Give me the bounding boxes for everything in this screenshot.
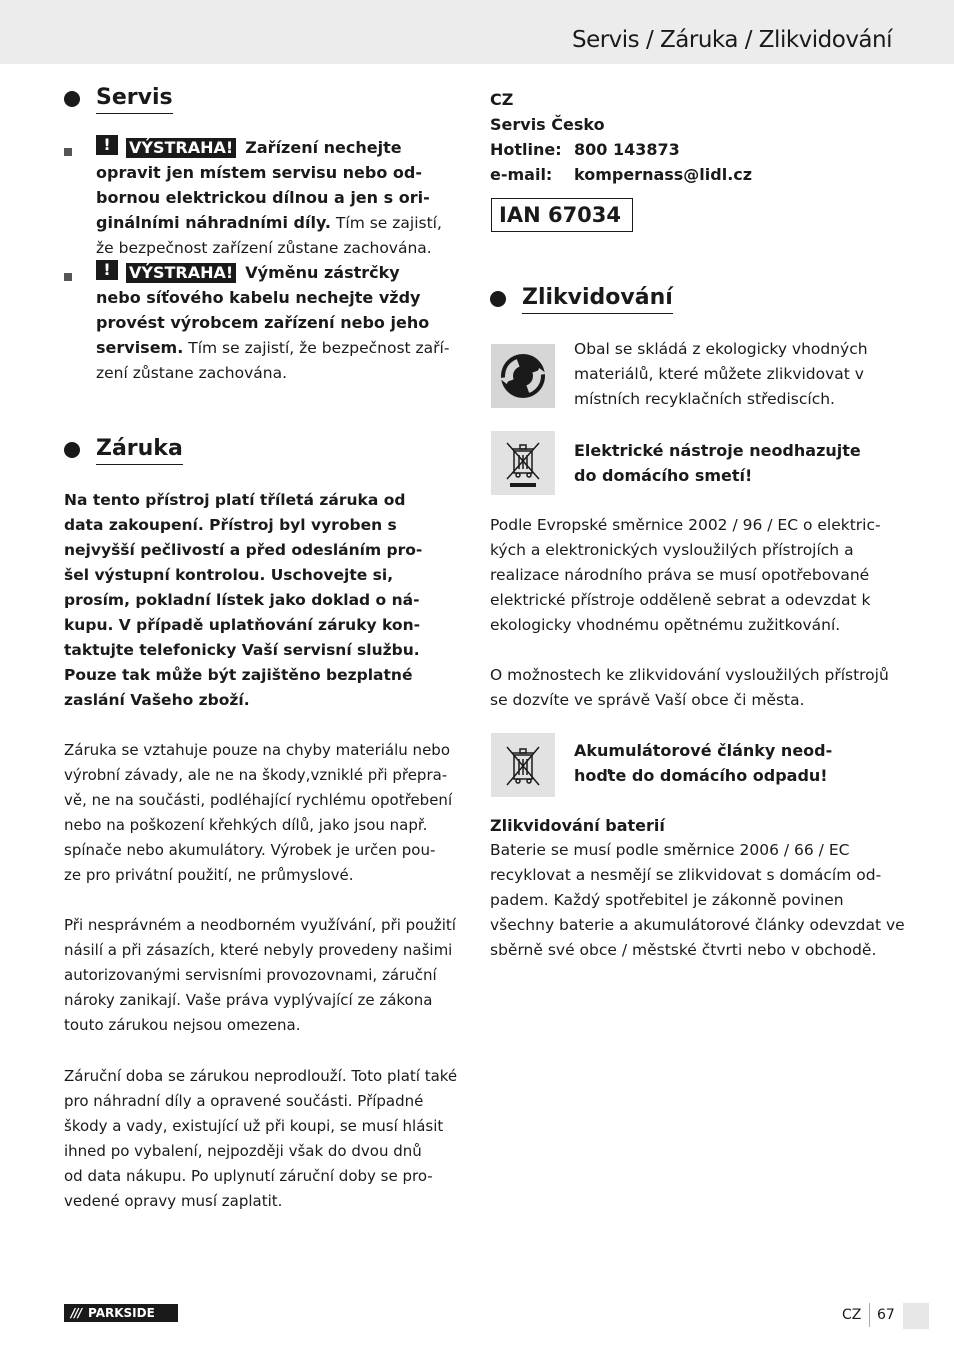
- warning-label: VÝSTRAHA!: [126, 263, 236, 283]
- contact-service-name: Servis Česko: [490, 115, 605, 134]
- warranty-paragraph-2: Záruka se vztahuje pouze na chyby materiálu nebo výrobní závady, ale ne na škody,vzniklé při přepra- vě, ne na součásti, podléhající rychlému opotřebení nebo na poškození křehkých dílů, jako jsou např. spínače nebo akumulátory. Výrobek je určen pou- ze pro privátní použití, ne průmyslové.: [64, 741, 453, 884]
- warranty-paragraph-4: Záruční doba se zárukou neprodlouží. Toto platí také pro náhradní díly a opravené součásti. Případné škody a vady, existující už při koupi, se musí hlásit ihned po vybalení, nejpozději však do dvou dnů od data nákupu. Po uplynutí záruční doby se pro- vedené opravy musí zaplatit.: [64, 1067, 458, 1210]
- warning-label: VÝSTRAHA!: [126, 138, 236, 158]
- square-bullet-icon: [64, 148, 72, 156]
- warranty-bold-paragraph: Na tento přístroj platí tříletá záruka od data zakoupení. Přístroj byl vyroben s nejvyšší pečlivostí a před odesláním pro- šel výstupní kontrolou. Uschovejte si, prosím, pokladní lístek jako doklad o ná- kupu. V případě uplatňování záruky kon- taktujte telefonicky Vaší servisní službu. Pouze tak může být zajištěno bezplatné zaslání Vašeho zboží.: [64, 491, 423, 709]
- section-heading-zlikvidovani: Zlikvidování: [490, 284, 673, 314]
- page-title: Servis / Záruka / Zlikvidování: [571, 27, 892, 53]
- battery-text: Baterie se musí podle směrnice 2006 / 66 / EC recyklovat a nesmějí se zlikvidovat s domácím od- padem. Každý spotřebitel je zákonně povinen všechny baterie a akumulátorové články odevzdat ve sběrně své obce / městské čtvrti nebo v obchodě.: [490, 841, 905, 959]
- parkside-logo: /// PARKSIDE: [64, 1304, 178, 1322]
- page-header: [0, 0, 954, 64]
- crossed-out-bin-icon: [491, 431, 555, 495]
- disposal-options-text: O možnostech ke zlikvidování vysloužilých přístrojů se dozvíte ve správě Vaší obce či města.: [490, 666, 889, 709]
- hotline-value: 800 143873: [574, 140, 680, 159]
- bullet-dot-icon: [64, 91, 80, 107]
- email-label: e-mail:: [490, 165, 553, 184]
- hotline-label: Hotline:: [490, 140, 562, 159]
- service-contact: [490, 87, 892, 187]
- crossed-out-bin-icon: [491, 733, 555, 797]
- green-dot-recycling-icon: [491, 344, 555, 408]
- battery-heading: Zlikvidování baterií: [490, 816, 665, 835]
- section-heading-zaruka: Záruka: [64, 435, 183, 465]
- packaging-text: Obal se skládá z ekologicky vhodných materiálů, které můžete zlikvidovat v místních recyklačních střediscích.: [574, 340, 868, 408]
- section-heading-servis: Servis: [64, 84, 173, 114]
- footer-divider: [869, 1303, 870, 1327]
- weee-warning-text: Elektrické nástroje neodhazujte do domácího smetí!: [574, 441, 861, 485]
- footer-language: CZ: [842, 1307, 862, 1323]
- warning-triangle-icon: !: [96, 135, 118, 155]
- square-bullet-icon: [64, 273, 72, 281]
- email-value: kompernass@lidl.cz: [574, 165, 753, 184]
- warning-item-2: ! VÝSTRAHA! Výměnu zástrčky nebo síťového kabelu nechejte vždy provést výrobcem zařízení nebo jeho servisem. Tím se zajistí, že bezpečnost zaří- zení zůstane zachována.: [96, 260, 450, 382]
- warning-item-1: ! VÝSTRAHA! Zařízení nechejte opravit jen místem servisu nebo od- bornou elektrickou dílnou a jen s ori- ginálními náhradními díly. Tím se zajistí, že bezpečnost zařízení zůstane zachována.: [96, 135, 442, 257]
- bullet-dot-icon: [64, 442, 80, 458]
- ian-box: IAN 67034: [491, 198, 633, 232]
- warning-triangle-icon: !: [96, 260, 118, 280]
- warranty-paragraph-3: Při nesprávném a neodborném využívání, při použití násilí a při zásazích, které nebyly provedeny našimi autorizovanými servisními provozovnami, záruční nároky zanikají. Vaše práva vyplývající ze zákona touto zárukou nejsou omezena.: [64, 916, 456, 1034]
- directive-text: Podle Evropské směrnice 2002 / 96 / EC o elektric- kých a elektronických vysloužilých přístrojích a realizace národního práva se musí opotřebované elektrické přístroje odděleně sebrat a odevzdat k ekologicky vhodnému opětnému zužitkování.: [490, 516, 881, 634]
- contact-country: CZ: [490, 90, 514, 109]
- footer-tab-block: [903, 1303, 929, 1329]
- bullet-dot-icon: [490, 291, 506, 307]
- page-number: 67: [877, 1307, 895, 1323]
- battery-warning-text: Akumulátorové články neod- hoďte do domácího odpadu!: [574, 741, 833, 785]
